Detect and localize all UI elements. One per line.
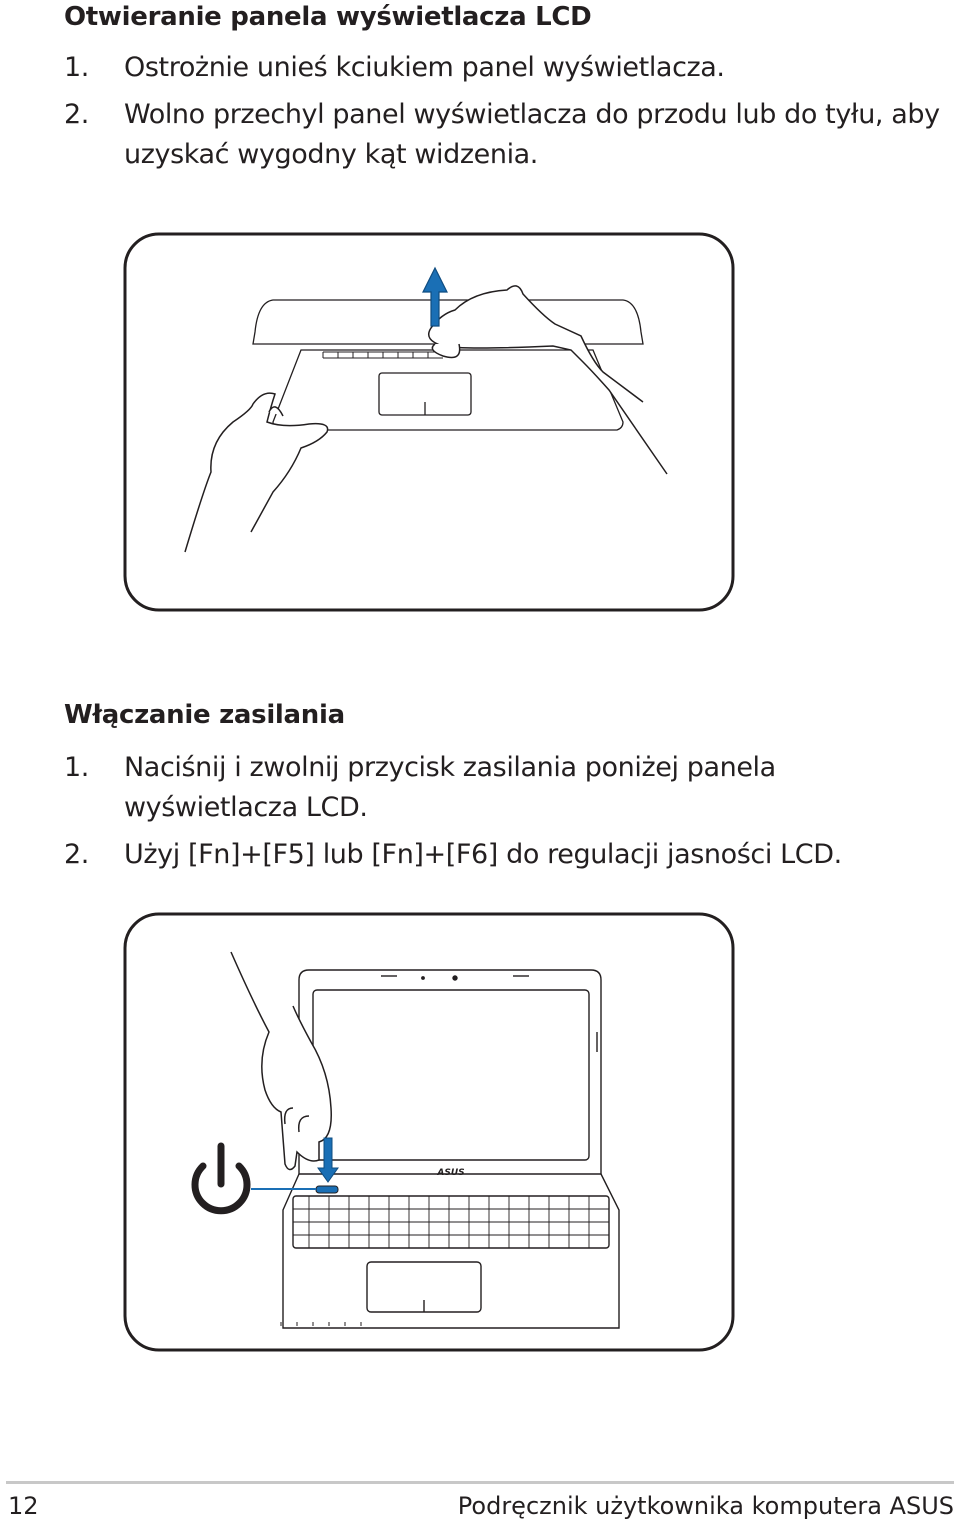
step-text: Wolno przechyl panel wyświetlacza do przodu lub do tyłu, aby uzyskać wygodny kąt widzenia. (124, 99, 940, 170)
step-number: 2. (64, 839, 89, 870)
step-text: Użyj [Fn]+[F5] lub [Fn]+[F6] do regulacji jasności LCD. (124, 839, 842, 870)
open-step-2 (64, 95, 944, 175)
open-step-1 (64, 48, 944, 88)
step-number: 1. (64, 52, 89, 83)
figure-power-on (123, 912, 735, 1292)
figure-frame (125, 914, 733, 1350)
power-step-1 (64, 748, 944, 828)
step-number: 2. (64, 99, 89, 130)
step-number: 1. (64, 752, 89, 783)
footer-divider (6, 1481, 954, 1484)
section-title-open-lcd: Otwieranie panela wyświetlacza LCD (64, 2, 592, 32)
laptop-icon (123, 232, 735, 612)
section-title-power-on: Włączanie zasilania (64, 700, 345, 730)
asus-logo: ASUS (437, 1168, 465, 1178)
laptop-icon (123, 912, 735, 1352)
step-text: Ostrożnie unieś kciukiem panel wyświetlacza. (124, 52, 725, 83)
footer-title: Podręcznik użytkownika komputera ASUS (457, 1492, 954, 1520)
page-number: 12 (8, 1492, 39, 1520)
power-step-2 (64, 835, 944, 875)
step-text: Naciśnij i zwolnij przycisk zasilania poniżej panela wyświetlacza LCD. (124, 752, 776, 823)
power-button (316, 1186, 338, 1193)
figure-open-lid (123, 232, 735, 612)
